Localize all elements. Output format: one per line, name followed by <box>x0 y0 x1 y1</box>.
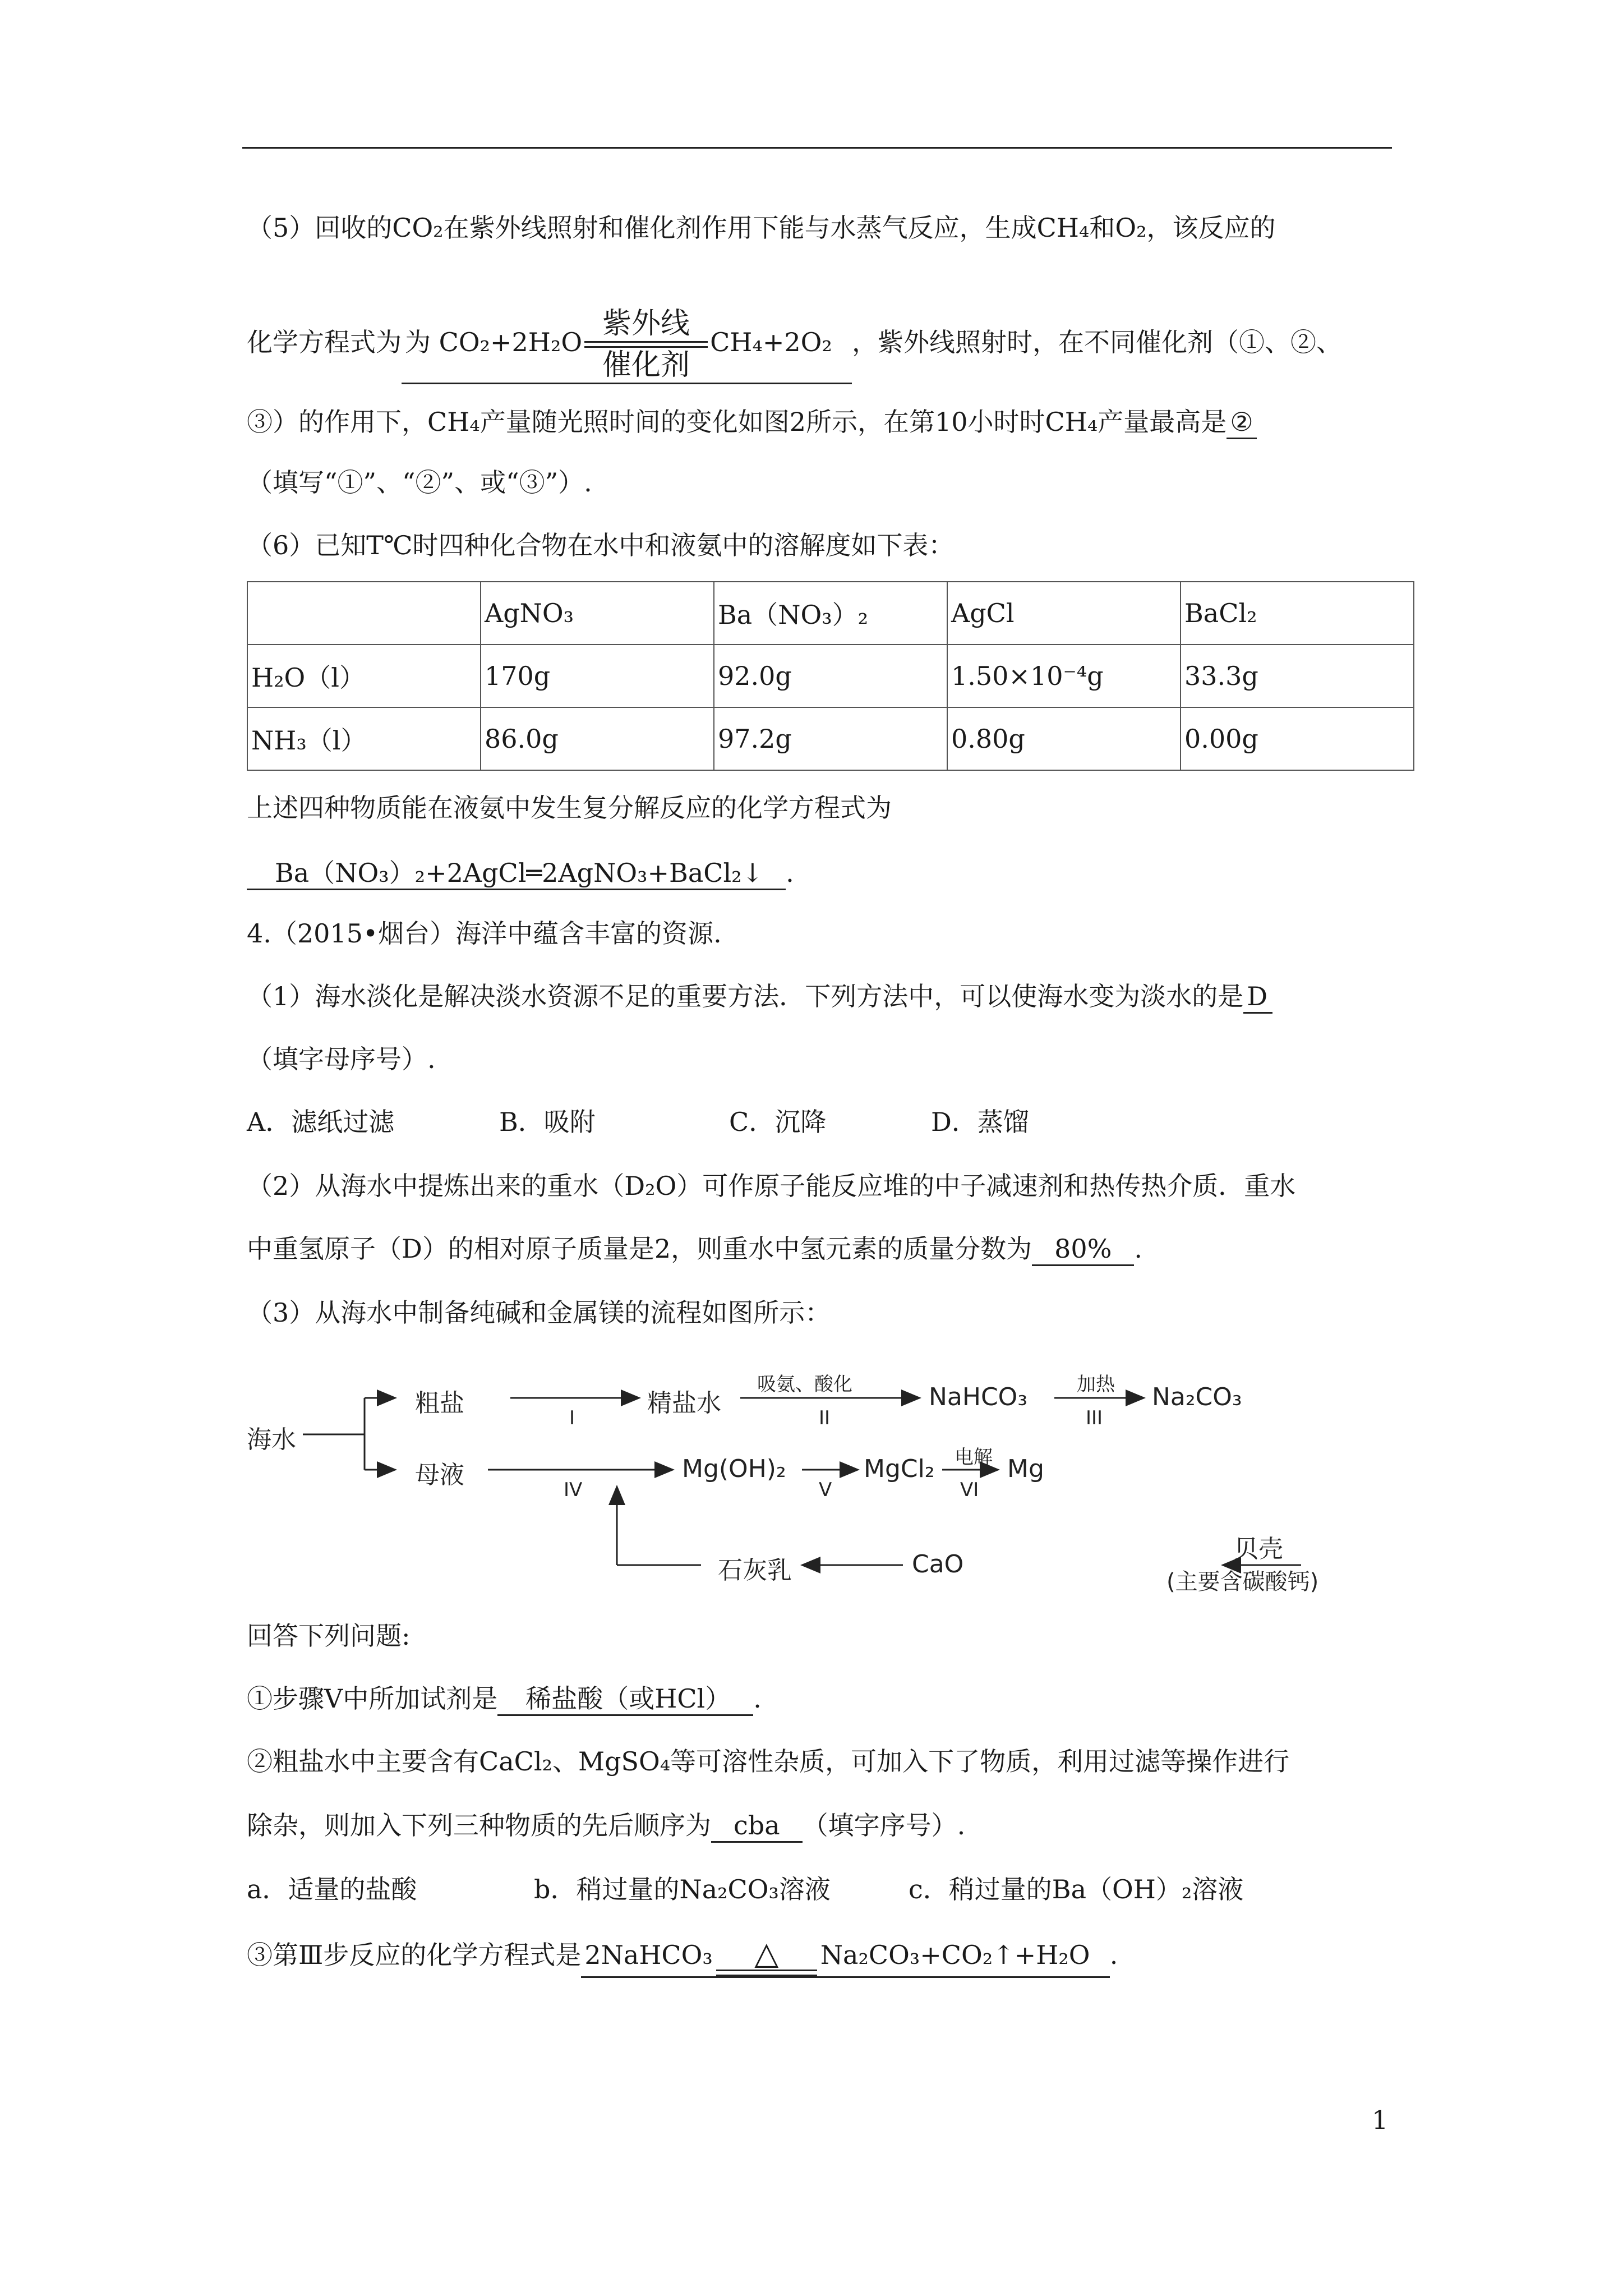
solubility-table <box>247 581 1414 771</box>
uv-catalyst-condition <box>584 306 708 383</box>
delta-icon: △ <box>754 1935 779 1972</box>
table-cell <box>247 582 481 645</box>
sub-2-answer: cba <box>711 1810 803 1843</box>
header-rule <box>242 147 1392 149</box>
q5-eq-right: CH₄+2O₂ <box>710 327 832 357</box>
page-number: 1 <box>1372 2105 1389 2135</box>
node-seawater: 海水 <box>247 1425 296 1454</box>
table-row <box>247 645 1414 707</box>
step-1-label: I <box>569 1407 575 1429</box>
table-cell: 86.0g <box>481 707 714 770</box>
node-nahco3: NaHCO₃ <box>929 1383 1027 1411</box>
table-cell: 97.2g <box>714 707 947 770</box>
step-6-label: VI <box>960 1479 979 1501</box>
step-2-label: II <box>819 1407 831 1429</box>
table-cell: H₂O（l） <box>247 645 481 707</box>
node-mgcl2: MgCl₂ <box>864 1455 935 1483</box>
q4-title: 4.（2015•烟台）海洋中蕴含丰富的资源. <box>247 918 722 949</box>
heat-condition <box>716 1935 817 1976</box>
q5-answer: ② <box>1227 406 1256 439</box>
q4-p1-line <box>247 979 1272 1014</box>
node-crude-salt: 粗盐 <box>415 1389 464 1418</box>
table-cell: Ba（NO₃）₂ <box>714 582 947 645</box>
node-na2co3: Na₂CO₃ <box>1152 1383 1242 1411</box>
table-cell: 0.00g <box>1181 707 1414 770</box>
flow-diagram <box>247 1369 1319 1610</box>
table-cell: 92.0g <box>714 645 947 707</box>
table-cell: 0.80g <box>947 707 1181 770</box>
q5-suffix: ，紫外线照射时，在不同催化剂（①、②、 <box>852 327 1343 357</box>
node-cao: CaO <box>912 1550 964 1579</box>
node-brine: 精盐水 <box>647 1389 721 1418</box>
table-cell: BaCl₂ <box>1181 582 1414 645</box>
table-cell: AgCl <box>947 582 1181 645</box>
table-cell: NH₃（l） <box>247 707 481 770</box>
step-3-label: III <box>1086 1407 1103 1429</box>
node-mgoh2: Mg(OH)₂ <box>682 1455 786 1483</box>
node-lime-milk: 石灰乳 <box>718 1556 792 1585</box>
q4-p3: （3）从海水中制备纯碱和金属镁的流程如图所示： <box>247 1297 831 1328</box>
q5-line-2 <box>247 303 1342 384</box>
eq-left: 2NaHCO₃ <box>584 1940 713 1970</box>
sub-2-line-1: ②粗盐水中主要含有CaCl₂、MgSO₄等可溶性杂质，可加入下了物质，利用过滤等操作进行 <box>247 1746 1290 1777</box>
double-equals <box>716 1970 817 1976</box>
table-cell: 1.50×10⁻⁴g <box>947 645 1181 707</box>
q5-line-1: （5）回收的CO₂在紫外线照射和催化剂作用下能与水蒸气反应，生成CH₄和O₂，该反应的 <box>247 213 1276 243</box>
cond-top: 紫外线 <box>602 307 690 341</box>
eq-right: Na₂CO₃+CO₂↑+H₂O <box>820 1940 1090 1970</box>
option-a: a．适量的盐酸 <box>247 1874 417 1904</box>
q5-line-3-text: ③）的作用下，CH₄产量随光照时间的变化如图2所示，在第10小时时CH₄产量最高是 <box>247 407 1227 437</box>
q4-p1-suffix: （填字母序号）. <box>247 1044 436 1074</box>
q5-equation <box>402 306 852 384</box>
sub-3-line: ③第Ⅲ步反应的化学方程式是 2NaHCO₃ △ Na₂CO₃+CO₂↑+H₂O . <box>247 1924 1118 1986</box>
step-6-condition: 电解 <box>955 1446 993 1469</box>
q5-line-3 <box>247 405 1257 439</box>
option-a: A．滤纸过滤 <box>247 1107 395 1137</box>
step-4-label: IV <box>564 1479 583 1501</box>
q4-p2-answer: 80% <box>1032 1233 1134 1266</box>
sub-2-text: 除杂，则加入下列三种物质的先后顺序为 <box>247 1810 711 1841</box>
node-shell: 贝壳 <box>1234 1535 1283 1563</box>
q5-prefix: 化学方程式为 <box>247 327 402 357</box>
sub-3-equation <box>581 1935 1109 1978</box>
q6-answer-line: Ba（NO₃）₂+2AgCl═2AgNO₃+BaCl₂↓ . <box>247 856 794 890</box>
q4-p1-answer: D <box>1243 981 1272 1014</box>
sub-1-text: ①步骤Ⅴ中所加试剂是 <box>247 1683 498 1714</box>
option-b: B．吸附 <box>499 1107 596 1137</box>
step-5-label: V <box>819 1479 832 1501</box>
q6-intro: （6）已知T℃时四种化合物在水中和液氨中的溶解度如下表： <box>247 530 955 560</box>
step-3-condition: 加热 <box>1077 1373 1115 1396</box>
option-d: D．蒸馏 <box>931 1107 1029 1137</box>
double-equals <box>584 341 708 348</box>
q5-eq-left: 为 CO₂+2H₂O <box>405 327 583 357</box>
q4-p2-line-1: （2）从海水中提炼出来的重水（D₂O）可作原子能反应堆的中子减速剂和热传热介质．重水 <box>247 1171 1296 1201</box>
table-cell: AgNO₃ <box>481 582 714 645</box>
node-shell-note: (主要含碳酸钙) <box>1166 1569 1319 1595</box>
q4-options <box>247 1105 1029 1139</box>
step-2-condition: 吸氨、酸化 <box>757 1373 852 1396</box>
table-row <box>247 707 1414 770</box>
cond-bottom: 催化剂 <box>602 348 690 382</box>
sub-2-options <box>247 1872 1243 1906</box>
sub-1-answer: 稀盐酸（或HCl） <box>497 1683 753 1716</box>
sub-2-line-2 <box>247 1809 965 1843</box>
sub-3-text: ③第Ⅲ步反应的化学方程式是 <box>247 1940 582 1970</box>
sub-2-suffix: （填字序号）. <box>802 1810 966 1841</box>
sub-answer-1: ①步骤Ⅴ中所加试剂是 稀盐酸（或HCl） . <box>247 1682 762 1716</box>
table-cell: 170g <box>481 645 714 707</box>
option-c: C．沉降 <box>729 1107 827 1137</box>
q6-question: 上述四种物质能在液氨中发生复分解反应的化学方程式为 <box>247 793 892 823</box>
node-mg: Mg <box>1007 1455 1044 1483</box>
table-cell: 33.3g <box>1181 645 1414 707</box>
answer-intro: 回答下列问题: <box>247 1621 411 1651</box>
node-mother-liquor: 母液 <box>415 1461 464 1489</box>
option-b: b．稍过量的Na₂CO₃溶液 <box>534 1874 831 1904</box>
q4-p2-text: 中重氢原子（D）的相对原子质量是2，则重水中氢元素的质量分数为 <box>247 1234 1032 1264</box>
q4-p2-line-2: 中重氢原子（D）的相对原子质量是2，则重水中氢元素的质量分数为 80% . <box>247 1232 1142 1266</box>
option-c: c．稍过量的Ba（OH）₂溶液 <box>909 1874 1244 1904</box>
q6-answer: Ba（NO₃）₂+2AgCl═2AgNO₃+BaCl₂↓ <box>247 857 786 890</box>
table-header-row <box>247 582 1414 645</box>
q5-line-4: （填写“①”、“②”、或“③”）. <box>247 467 592 498</box>
q4-p1-text: （1）海水淡化是解决淡水资源不足的重要方法．下列方法中，可以使海水变为淡水的是 <box>247 981 1244 1011</box>
